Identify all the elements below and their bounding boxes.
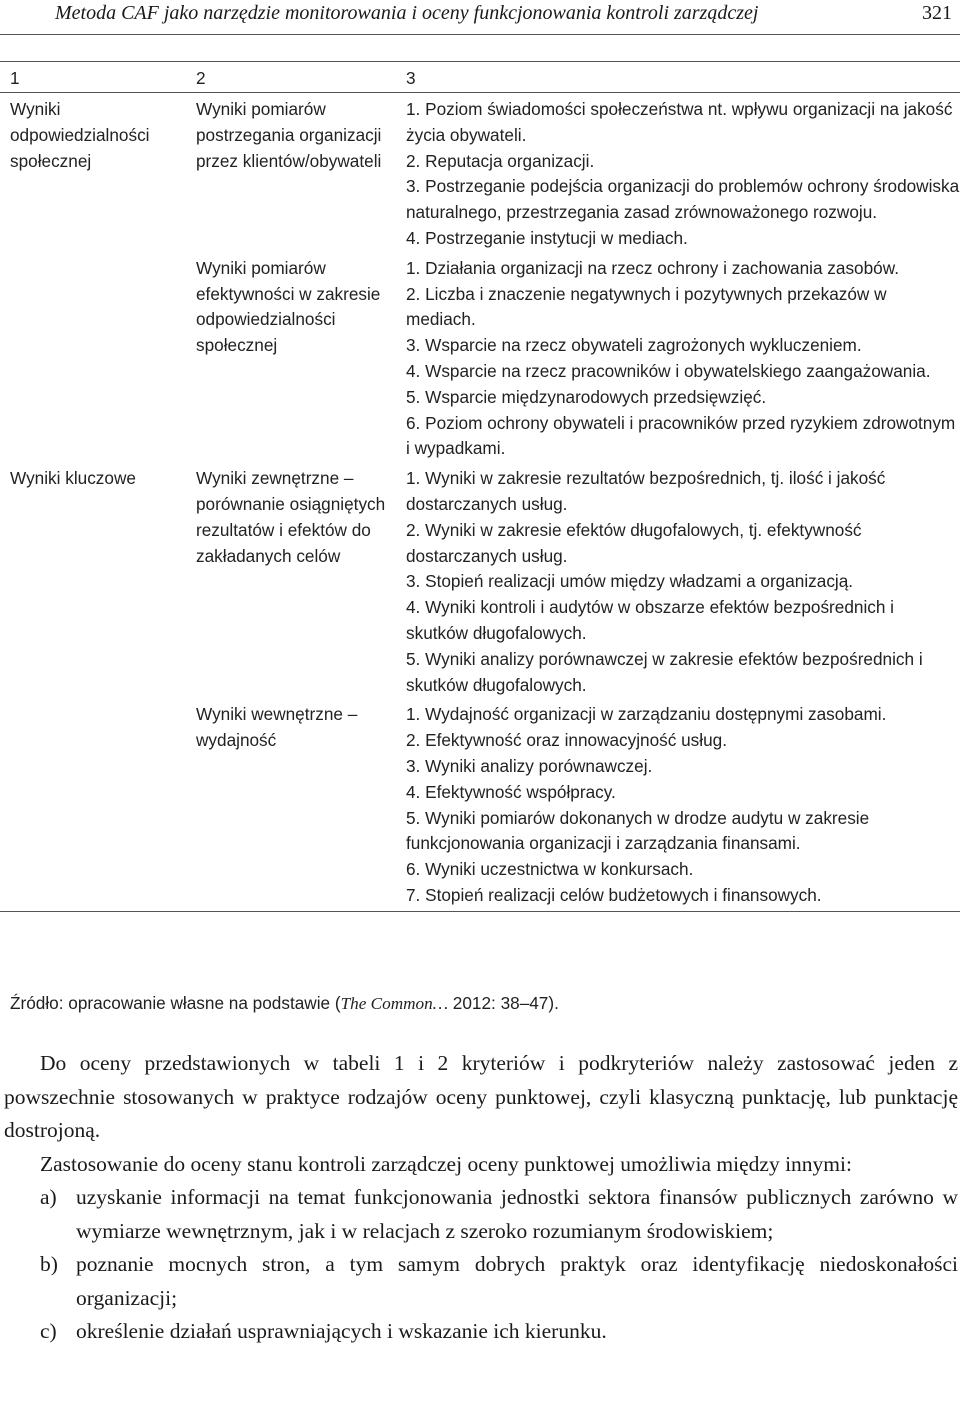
table-row: [196, 702, 960, 908]
indicators-cell: [406, 466, 960, 698]
table-group: [0, 466, 960, 909]
subcriteria-block: [196, 97, 960, 462]
indicator-item: 2. Reputacja organizacji.: [406, 150, 595, 171]
indicator-item: 3. Stopień realizacji umów między władzami a organizacją.: [406, 571, 854, 592]
indicator-item: 2. Efektywność oraz innowacyjność usług.: [406, 730, 727, 751]
indicator-item: 7. Stopień realizacji celów budżetowych i finansowych.: [406, 884, 822, 905]
indicator-item: 6. Poziom ochrony obywateli i pracowników przed ryzykiem zdrowotnym i wypadkami.: [406, 412, 956, 459]
col-header-3: 3: [406, 68, 416, 88]
page-number: 321: [922, 2, 952, 24]
indicator-item: 4. Wyniki kontroli i audytów w obszarze efektów bezpośrednich i skutków długofalowych.: [406, 597, 895, 643]
category-name: Wyniki odpowiedzialności społecznej: [10, 99, 150, 171]
col-header-1: 1: [10, 68, 20, 88]
paragraph-1: Do oceny przedstawionych w tabeli 1 i 2 kryteriów i podkryteriów należy zastosować jeden z powszechnie stosowanych w praktyce rodzajów oceny punktowej, czyli klasyczną punktację, lub punktację dostrojoną.: [4, 1051, 958, 1142]
indicator-item: 1. Wydajność organizacji w zarządzaniu dostępnymi zasobami.: [406, 704, 887, 725]
indicator-item: 1. Wyniki w zakresie rezultatów bezpośrednich, tj. ilość i jakość dostarczanych usług.: [406, 468, 886, 514]
subcriteria-block: [196, 466, 960, 909]
running-header: [0, 0, 960, 35]
list-letter: a): [40, 1185, 57, 1209]
indicator-item: 4. Postrzeganie instytucji w mediach.: [406, 227, 688, 248]
list-text: uzyskanie informacji na temat funkcjonowania jednostki sektora finansów publicznych zarówno w wymiarze wewnętrznym, jak i w relacjach z szeroko rozumianym środowiskiem;: [76, 1185, 958, 1243]
category-cell: [0, 466, 196, 909]
table-row: [196, 466, 960, 698]
source-suffix: 2012: 38–47).: [448, 993, 559, 1013]
indicator-item: 4. Wsparcie na rzecz pracowników i obywatelskiego zaangażowania.: [406, 360, 931, 381]
indicators-cell: [406, 256, 960, 462]
criteria-table: [0, 61, 960, 912]
table-header-row: [0, 62, 960, 93]
source-prefix: Źródło: opracowanie własne na podstawie (: [10, 993, 341, 1013]
table-group: [0, 97, 960, 462]
list-item: [4, 1315, 958, 1349]
list-item: [4, 1181, 958, 1248]
indicator-item: 5. Wsparcie międzynarodowych przedsięwzięć.: [406, 386, 767, 407]
table-row: [196, 97, 960, 252]
indicator-item: 5. Wyniki pomiarów dokonanych w drodze audytu w zakresie funkcjonowania organizacji i zarządzania finansami.: [406, 807, 870, 854]
body-text: [4, 1047, 958, 1349]
list-letter: b): [40, 1252, 58, 1276]
indicator-item: 2. Wyniki w zakresie efektów długofalowych, tj. efektywność dostarczanych usług.: [406, 519, 862, 566]
indicator-item: 3. Wyniki analizy porównawczej.: [406, 755, 653, 776]
col-header-2: 2: [196, 68, 206, 88]
indicator-item: 5. Wyniki analizy porównawczej w zakresie efektów bezpośrednich i skutków długofalowych.: [406, 648, 923, 695]
indicator-item: 3. Wsparcie na rzecz obywateli zagrożonych wykluczeniem.: [406, 335, 862, 356]
list-text: określenie działań usprawniających i wskazanie ich kierunku.: [76, 1319, 607, 1343]
indicator-item: 1. Poziom świadomości społeczeństwa nt. wpływu organizacji na jakość życia obywateli.: [406, 99, 953, 145]
benefits-list: [4, 1181, 958, 1349]
list-letter: c): [40, 1319, 57, 1343]
table-row: [196, 256, 960, 462]
indicator-item: 6. Wyniki uczestnictwa w konkursach.: [406, 859, 694, 880]
subcriterion-name: Wyniki wewnętrzne – wydajność: [196, 704, 358, 751]
table-body: [0, 93, 960, 911]
category-name: Wyniki kluczowe: [10, 468, 136, 489]
list-item: [4, 1248, 958, 1315]
list-text: poznanie mocnych stron, a tym samym dobrych praktyk oraz identyfikację niedoskonałości organizacji;: [76, 1252, 958, 1310]
indicator-item: 3. Postrzeganie podejścia organizacji do problemów ochrony środowiska naturalnego, przestrzegania zasad zrównoważonego rozwoju.: [406, 176, 960, 223]
paragraph-2: Zastosowanie do oceny stanu kontroli zarządczej oceny punktowej umożliwia między innymi:: [40, 1151, 852, 1176]
indicator-item: 1. Działania organizacji na rzecz ochrony i zachowania zasobów.: [406, 257, 899, 278]
source-note: [10, 993, 559, 1014]
indicators-cell: [406, 97, 960, 252]
indicators-cell: [406, 702, 960, 908]
indicator-item: 2. Liczba i znaczenie negatywnych i pozytywnych przekazów w mediach.: [406, 283, 887, 330]
indicator-item: 4. Efektywność współpracy.: [406, 781, 616, 802]
subcriterion-name: Wyniki pomiarów postrzegania organizacji przez klientów/obywateli: [196, 99, 382, 171]
subcriterion-name: Wyniki zewnętrzne – porównanie osiągniętych rezultatów i efektów do zakładanych celów: [196, 468, 386, 566]
source-italic: The Common…: [340, 994, 449, 1013]
running-title: Metoda CAF jako narzędzie monitorowania i oceny funkcjonowania kontroli zarządczej: [55, 2, 759, 24]
category-cell: [0, 97, 196, 462]
subcriterion-name: Wyniki pomiarów efektywności w zakresie odpowiedzialności społecznej: [196, 257, 381, 356]
